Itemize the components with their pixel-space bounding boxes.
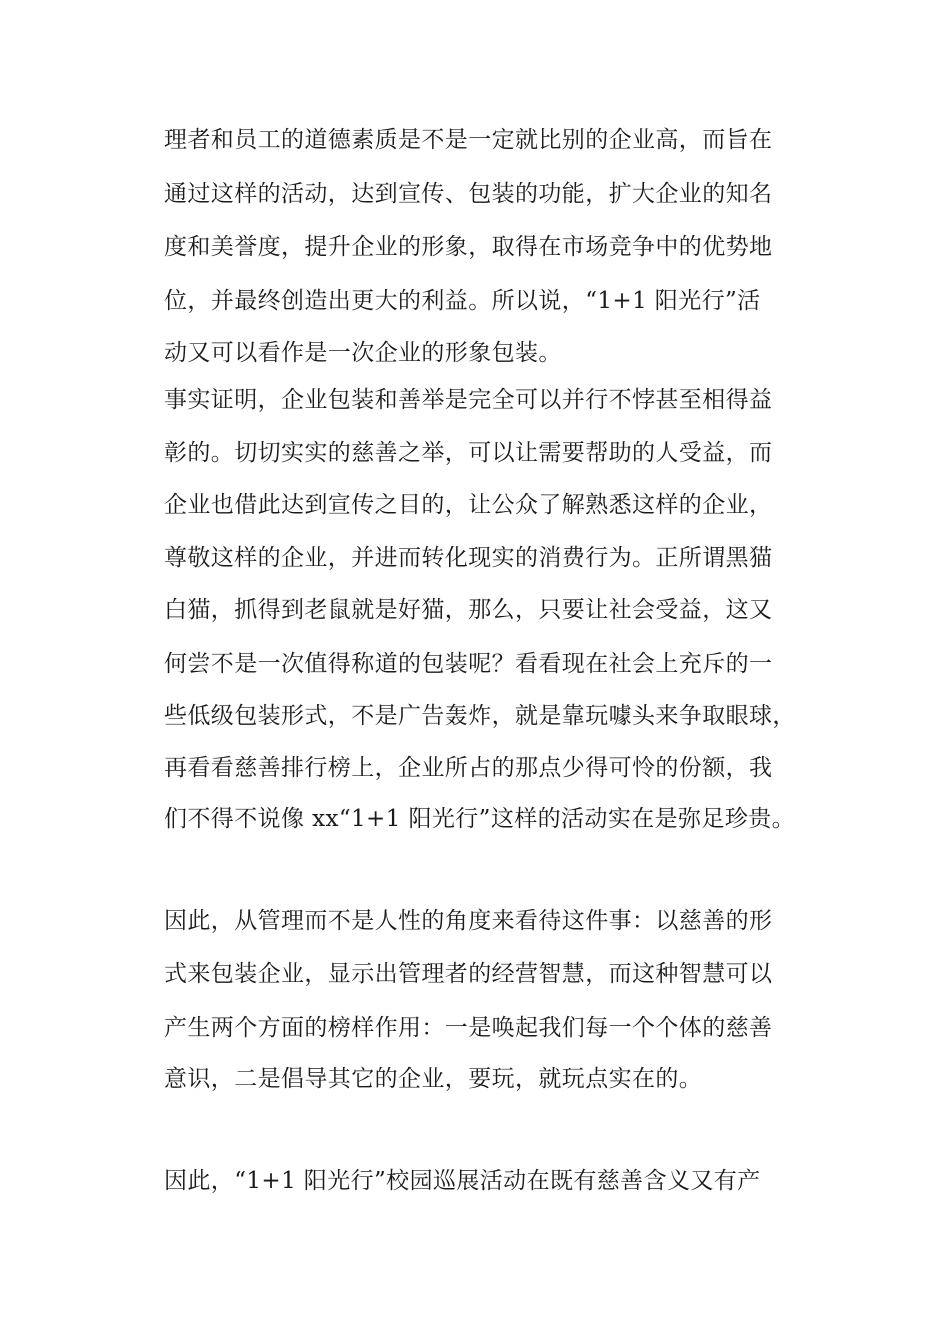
text-line: 度和美誉度，提升企业的形象，取得在市场竞争中的优势地	[164, 234, 773, 260]
text-line: 理者和员工的道德素质是不是一定就比别的企业高，而旨在	[164, 127, 773, 153]
text-line: 位，并最终创造出更大的利益。所以说，“1+1 阳光行”活	[164, 288, 761, 314]
text-line: 白猫，抓得到老鼠就是好猫，那么，只要让社会受益，这又	[164, 597, 773, 623]
text-line: 们不得不说像 xx“1+1 阳光行”这样的活动实在是弥足珍贵。	[164, 806, 796, 832]
text-line: 尊敬这样的企业，并进而转化现实的消费行为。正所谓黑猫	[164, 545, 773, 571]
text-line: 意识，二是倡导其它的企业，要玩，就玩点实在的。	[164, 1066, 703, 1092]
text-line: 产生两个方面的榜样作用：一是唤起我们每一个个体的慈善	[164, 1015, 773, 1041]
text-line: 何尝不是一次值得称道的包装呢？看看现在社会上充斥的一	[164, 651, 773, 677]
text-line: 企业也借此达到宣传之目的，让公众了解熟悉这样的企业，	[164, 492, 773, 518]
text-line: 通过这样的活动，达到宣传、包装的功能，扩大企业的知名	[164, 181, 773, 207]
text-line: 事实证明，企业包装和善举是完全可以并行不悖甚至相得益	[164, 387, 773, 413]
text-line: 彰的。切切实实的慈善之举，可以让需要帮助的人受益，而	[164, 440, 773, 466]
text-line: 式来包装企业，显示出管理者的经营智慧，而这种智慧可以	[164, 961, 773, 987]
text-line: 些低级包装形式，不是广告轰炸，就是靠玩噱头来争取眼球，	[164, 703, 796, 729]
text-line: 再看看慈善排行榜上，企业所占的那点少得可怜的份额，我	[164, 755, 773, 781]
text-line: 因此，“1+1 阳光行”校园巡展活动在既有慈善含义又有产	[164, 1168, 761, 1194]
text-line: 因此，从管理而不是人性的角度来看待这件事：以慈善的形	[164, 908, 773, 934]
text-line: 动又可以看作是一次企业的形象包装。	[164, 340, 562, 366]
